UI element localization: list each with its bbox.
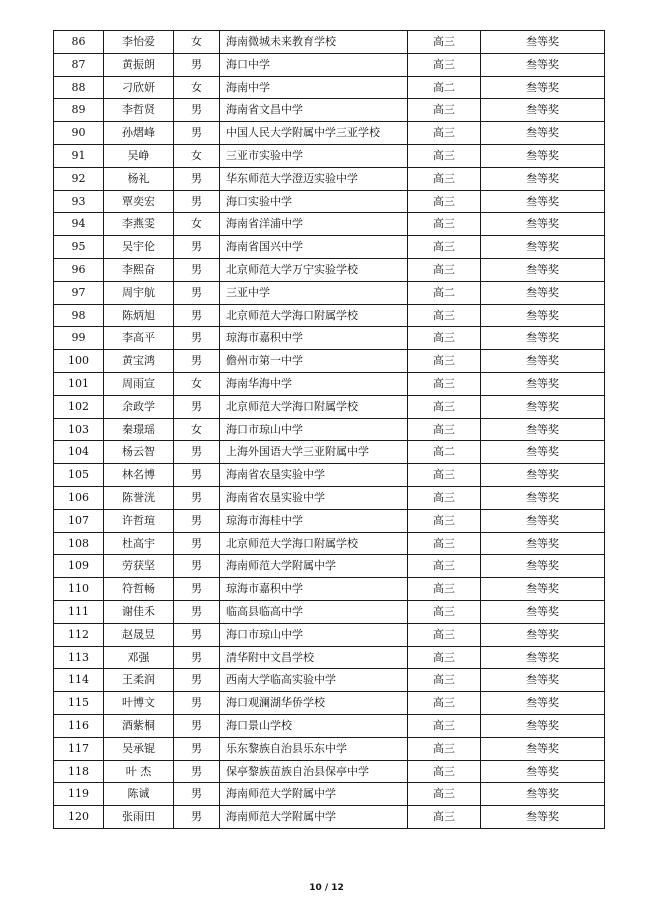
cell-grade: 高三 [408, 783, 481, 806]
cell-gender: 男 [174, 623, 220, 646]
cell-name: 谢佳禾 [104, 600, 174, 623]
cell-number: 114 [54, 669, 104, 692]
cell-school: 西南大学临高实验中学 [220, 669, 408, 692]
cell-name: 吴宇伦 [104, 236, 174, 259]
cell-gender: 女 [174, 144, 220, 167]
cell-name: 黄振朗 [104, 53, 174, 76]
cell-award: 叁等奖 [481, 144, 605, 167]
cell-award: 叁等奖 [481, 258, 605, 281]
cell-number: 99 [54, 327, 104, 350]
cell-school: 乐东黎族自治县乐东中学 [220, 737, 408, 760]
cell-number: 111 [54, 600, 104, 623]
cell-grade: 高三 [408, 806, 481, 829]
cell-name: 黄宝鸿 [104, 350, 174, 373]
cell-school: 海口市琼山中学 [220, 623, 408, 646]
cell-gender: 男 [174, 600, 220, 623]
cell-name: 杜高宇 [104, 532, 174, 555]
cell-number: 90 [54, 122, 104, 145]
cell-number: 98 [54, 304, 104, 327]
cell-school: 清华附中文昌学校 [220, 646, 408, 669]
cell-school: 上海外国语大学三亚附属中学 [220, 441, 408, 464]
cell-award: 叁等奖 [481, 737, 605, 760]
table-row [54, 122, 605, 145]
table-row [54, 600, 605, 623]
cell-award: 叁等奖 [481, 76, 605, 99]
cell-school: 海南省洋浦中学 [220, 213, 408, 236]
table-row [54, 509, 605, 532]
cell-gender: 男 [174, 441, 220, 464]
table-row [54, 532, 605, 555]
cell-school: 三亚中学 [220, 281, 408, 304]
cell-number: 97 [54, 281, 104, 304]
cell-name: 许哲瑄 [104, 509, 174, 532]
cell-gender: 男 [174, 281, 220, 304]
cell-grade: 高三 [408, 555, 481, 578]
table-row [54, 669, 605, 692]
cell-school: 北京师范大学海口附属学校 [220, 304, 408, 327]
cell-school: 海口景山学校 [220, 714, 408, 737]
table-row [54, 350, 605, 373]
cell-award: 叁等奖 [481, 578, 605, 601]
cell-grade: 高三 [408, 669, 481, 692]
cell-number: 117 [54, 737, 104, 760]
cell-gender: 男 [174, 646, 220, 669]
cell-award: 叁等奖 [481, 600, 605, 623]
cell-number: 100 [54, 350, 104, 373]
cell-name: 周宇航 [104, 281, 174, 304]
cell-award: 叁等奖 [481, 395, 605, 418]
cell-grade: 高三 [408, 395, 481, 418]
table-row [54, 418, 605, 441]
cell-gender: 男 [174, 509, 220, 532]
cell-name: 李熙奋 [104, 258, 174, 281]
cell-grade: 高三 [408, 714, 481, 737]
cell-name: 李哲贤 [104, 99, 174, 122]
cell-gender: 女 [174, 76, 220, 99]
cell-number: 120 [54, 806, 104, 829]
cell-number: 86 [54, 31, 104, 54]
cell-award: 叁等奖 [481, 213, 605, 236]
cell-award: 叁等奖 [481, 555, 605, 578]
cell-school: 海南省国兴中学 [220, 236, 408, 259]
roster-body [54, 31, 605, 829]
cell-award: 叁等奖 [481, 464, 605, 487]
cell-grade: 高三 [408, 692, 481, 715]
cell-grade: 高三 [408, 31, 481, 54]
cell-award: 叁等奖 [481, 372, 605, 395]
cell-grade: 高三 [408, 486, 481, 509]
cell-award: 叁等奖 [481, 190, 605, 213]
table-row [54, 53, 605, 76]
cell-award: 叁等奖 [481, 806, 605, 829]
table-row [54, 327, 605, 350]
cell-number: 104 [54, 441, 104, 464]
cell-award: 叁等奖 [481, 350, 605, 373]
cell-award: 叁等奖 [481, 441, 605, 464]
cell-number: 93 [54, 190, 104, 213]
cell-award: 叁等奖 [481, 99, 605, 122]
cell-name: 王柔润 [104, 669, 174, 692]
cell-name: 刁欣妍 [104, 76, 174, 99]
cell-name: 吴峥 [104, 144, 174, 167]
cell-school: 海南中学 [220, 76, 408, 99]
cell-name: 秦璟瑶 [104, 418, 174, 441]
cell-grade: 高三 [408, 190, 481, 213]
table-row [54, 281, 605, 304]
cell-school: 海南微城未来教育学校 [220, 31, 408, 54]
cell-grade: 高三 [408, 532, 481, 555]
cell-school: 华东师范大学澄迈实验中学 [220, 167, 408, 190]
table-row [54, 144, 605, 167]
cell-grade: 高三 [408, 350, 481, 373]
cell-grade: 高三 [408, 418, 481, 441]
table-row [54, 578, 605, 601]
cell-gender: 男 [174, 99, 220, 122]
cell-name: 叶 杰 [104, 760, 174, 783]
cell-school: 琼海市嘉积中学 [220, 327, 408, 350]
cell-number: 103 [54, 418, 104, 441]
cell-number: 91 [54, 144, 104, 167]
cell-grade: 高三 [408, 372, 481, 395]
cell-number: 108 [54, 532, 104, 555]
cell-award: 叁等奖 [481, 509, 605, 532]
cell-school: 中国人民大学附属中学三亚学校 [220, 122, 408, 145]
cell-gender: 男 [174, 464, 220, 487]
cell-gender: 男 [174, 486, 220, 509]
cell-award: 叁等奖 [481, 692, 605, 715]
cell-number: 106 [54, 486, 104, 509]
cell-gender: 男 [174, 760, 220, 783]
cell-grade: 高三 [408, 53, 481, 76]
table-row [54, 304, 605, 327]
table-row [54, 213, 605, 236]
cell-gender: 女 [174, 418, 220, 441]
cell-award: 叁等奖 [481, 53, 605, 76]
cell-school: 海口市琼山中学 [220, 418, 408, 441]
cell-number: 96 [54, 258, 104, 281]
cell-school: 海口观澜湖华侨学校 [220, 692, 408, 715]
cell-grade: 高三 [408, 600, 481, 623]
cell-name: 赵晟昱 [104, 623, 174, 646]
table-row [54, 806, 605, 829]
cell-award: 叁等奖 [481, 669, 605, 692]
cell-gender: 男 [174, 714, 220, 737]
cell-award: 叁等奖 [481, 783, 605, 806]
cell-gender: 男 [174, 167, 220, 190]
cell-award: 叁等奖 [481, 760, 605, 783]
cell-name: 覃奕宏 [104, 190, 174, 213]
cell-name: 邓强 [104, 646, 174, 669]
cell-name: 周雨宣 [104, 372, 174, 395]
cell-number: 94 [54, 213, 104, 236]
cell-name: 杨礼 [104, 167, 174, 190]
cell-gender: 男 [174, 669, 220, 692]
cell-school: 海南省农垦实验中学 [220, 486, 408, 509]
cell-name: 李怡爱 [104, 31, 174, 54]
cell-number: 113 [54, 646, 104, 669]
cell-school: 海南师范大学附属中学 [220, 783, 408, 806]
cell-number: 102 [54, 395, 104, 418]
cell-number: 89 [54, 99, 104, 122]
cell-gender: 女 [174, 31, 220, 54]
cell-grade: 高二 [408, 76, 481, 99]
cell-school: 保亭黎族苗族自治县保亭中学 [220, 760, 408, 783]
cell-grade: 高三 [408, 509, 481, 532]
table-row [54, 464, 605, 487]
cell-grade: 高三 [408, 760, 481, 783]
cell-school: 北京师范大学万宁实验学校 [220, 258, 408, 281]
cell-name: 酒紫桐 [104, 714, 174, 737]
cell-award: 叁等奖 [481, 281, 605, 304]
cell-number: 115 [54, 692, 104, 715]
cell-school: 海南师范大学附属中学 [220, 806, 408, 829]
cell-gender: 男 [174, 236, 220, 259]
table-row [54, 737, 605, 760]
cell-gender: 男 [174, 350, 220, 373]
cell-name: 李燕雯 [104, 213, 174, 236]
cell-award: 叁等奖 [481, 236, 605, 259]
cell-gender: 男 [174, 578, 220, 601]
cell-gender: 男 [174, 395, 220, 418]
cell-award: 叁等奖 [481, 486, 605, 509]
cell-award: 叁等奖 [481, 532, 605, 555]
cell-gender: 男 [174, 806, 220, 829]
cell-gender: 男 [174, 692, 220, 715]
cell-grade: 高三 [408, 258, 481, 281]
cell-gender: 女 [174, 372, 220, 395]
cell-gender: 男 [174, 304, 220, 327]
cell-number: 116 [54, 714, 104, 737]
cell-number: 112 [54, 623, 104, 646]
cell-number: 109 [54, 555, 104, 578]
cell-gender: 男 [174, 122, 220, 145]
cell-school: 海南华海中学 [220, 372, 408, 395]
cell-award: 叁等奖 [481, 418, 605, 441]
cell-school: 海口实验中学 [220, 190, 408, 213]
cell-name: 余政学 [104, 395, 174, 418]
cell-name: 张雨田 [104, 806, 174, 829]
cell-gender: 男 [174, 783, 220, 806]
cell-award: 叁等奖 [481, 714, 605, 737]
cell-gender: 男 [174, 53, 220, 76]
cell-number: 118 [54, 760, 104, 783]
cell-school: 儋州市第一中学 [220, 350, 408, 373]
cell-name: 劳获坚 [104, 555, 174, 578]
cell-number: 110 [54, 578, 104, 601]
cell-gender: 男 [174, 555, 220, 578]
cell-school: 海南省农垦实验中学 [220, 464, 408, 487]
cell-award: 叁等奖 [481, 167, 605, 190]
cell-name: 陈炳旭 [104, 304, 174, 327]
cell-gender: 男 [174, 737, 220, 760]
table-row [54, 692, 605, 715]
cell-gender: 女 [174, 213, 220, 236]
cell-school: 北京师范大学海口附属学校 [220, 395, 408, 418]
cell-grade: 高三 [408, 122, 481, 145]
table-row [54, 623, 605, 646]
cell-name: 符哲畅 [104, 578, 174, 601]
cell-school: 三亚市实验中学 [220, 144, 408, 167]
cell-school: 海口中学 [220, 53, 408, 76]
cell-grade: 高三 [408, 213, 481, 236]
page-number: 10 / 12 [309, 883, 344, 893]
cell-name: 陈誉洸 [104, 486, 174, 509]
table-row [54, 190, 605, 213]
cell-award: 叁等奖 [481, 646, 605, 669]
cell-grade: 高三 [408, 167, 481, 190]
cell-name: 叶博文 [104, 692, 174, 715]
cell-school: 临高县临高中学 [220, 600, 408, 623]
cell-grade: 高三 [408, 737, 481, 760]
cell-name: 孙熠峰 [104, 122, 174, 145]
cell-grade: 高三 [408, 646, 481, 669]
table-row [54, 31, 605, 54]
cell-school: 海南省文昌中学 [220, 99, 408, 122]
table-row [54, 236, 605, 259]
cell-grade: 高三 [408, 578, 481, 601]
cell-number: 95 [54, 236, 104, 259]
cell-gender: 男 [174, 190, 220, 213]
cell-grade: 高二 [408, 441, 481, 464]
table-row [54, 372, 605, 395]
cell-grade: 高二 [408, 281, 481, 304]
table-row [54, 646, 605, 669]
cell-number: 105 [54, 464, 104, 487]
cell-award: 叁等奖 [481, 122, 605, 145]
cell-grade: 高三 [408, 144, 481, 167]
cell-number: 119 [54, 783, 104, 806]
cell-school: 海南师范大学附属中学 [220, 555, 408, 578]
table-row [54, 783, 605, 806]
cell-grade: 高三 [408, 236, 481, 259]
cell-name: 吴承锟 [104, 737, 174, 760]
cell-school: 琼海市海桂中学 [220, 509, 408, 532]
cell-grade: 高三 [408, 327, 481, 350]
cell-name: 李高平 [104, 327, 174, 350]
cell-grade: 高三 [408, 99, 481, 122]
table-row [54, 555, 605, 578]
table-row [54, 99, 605, 122]
cell-name: 林名博 [104, 464, 174, 487]
table-row [54, 395, 605, 418]
table-row [54, 167, 605, 190]
cell-number: 92 [54, 167, 104, 190]
cell-number: 87 [54, 53, 104, 76]
cell-school: 北京师范大学海口附属学校 [220, 532, 408, 555]
table-row [54, 486, 605, 509]
cell-award: 叁等奖 [481, 327, 605, 350]
table-row [54, 714, 605, 737]
table-row [54, 76, 605, 99]
cell-number: 107 [54, 509, 104, 532]
cell-grade: 高三 [408, 304, 481, 327]
table-row [54, 441, 605, 464]
cell-number: 101 [54, 372, 104, 395]
table-row [54, 760, 605, 783]
cell-gender: 男 [174, 327, 220, 350]
award-roster-table [53, 30, 605, 829]
cell-name: 陈诚 [104, 783, 174, 806]
cell-name: 杨云智 [104, 441, 174, 464]
cell-number: 88 [54, 76, 104, 99]
cell-award: 叁等奖 [481, 623, 605, 646]
cell-grade: 高三 [408, 464, 481, 487]
cell-award: 叁等奖 [481, 31, 605, 54]
cell-grade: 高三 [408, 623, 481, 646]
cell-gender: 男 [174, 258, 220, 281]
cell-award: 叁等奖 [481, 304, 605, 327]
cell-gender: 男 [174, 532, 220, 555]
cell-school: 琼海市嘉积中学 [220, 578, 408, 601]
table-row [54, 258, 605, 281]
